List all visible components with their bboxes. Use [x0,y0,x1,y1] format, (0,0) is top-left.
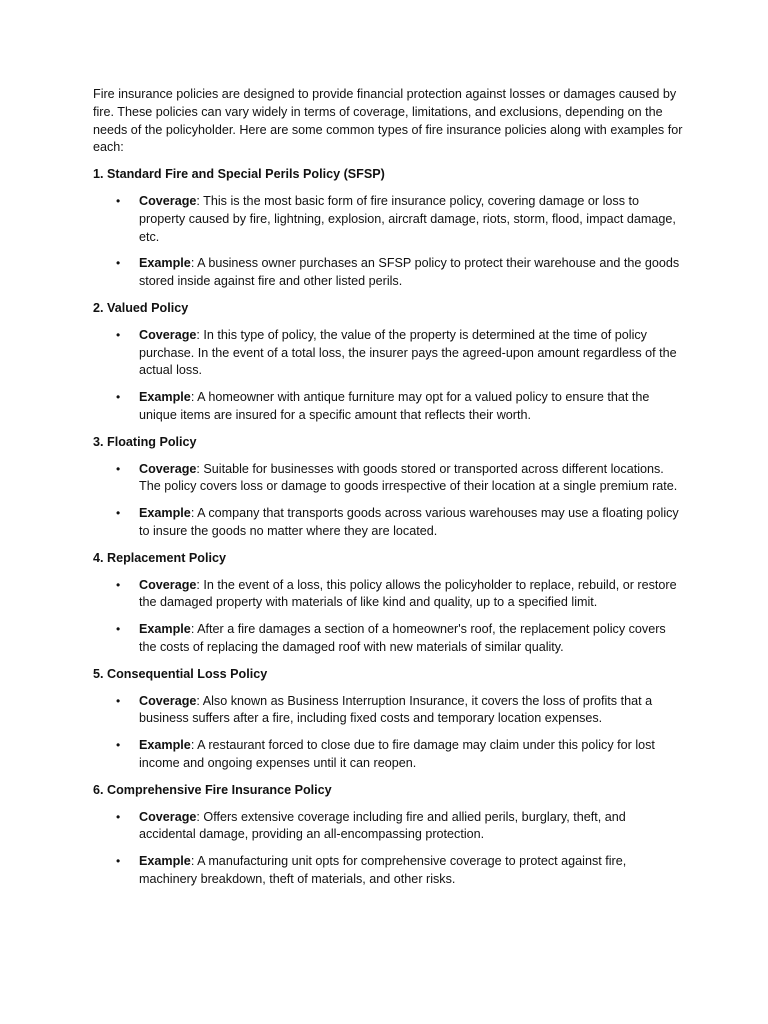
coverage-label: Coverage [139,461,197,476]
example-text: : A business owner purchases an SFSP policy to protect their warehouse and the goods stored inside against fire and other listed perils. [139,256,680,289]
coverage-item [93,327,683,380]
coverage-text: : Suitable for businesses with goods stored or transported across different locations. The policy covers loss or damage to goods irrespective of their location at a single premium rate. [139,461,678,494]
example-text: : A manufacturing unit opts for comprehensive coverage to protect against fire, machinery breakdown, theft of materials, and other risks. [139,854,627,886]
bullet-icon: • [116,256,121,271]
bullet-icon: • [116,193,121,208]
coverage-item [93,577,683,613]
example-text: : A company that transports goods across various warehouses may use a floating policy to insure the goods no matter where they are located. [139,506,679,538]
example-label: Example [139,506,191,521]
bullet-list [93,461,683,541]
section-heading: 4. Replacement Policy [93,550,226,565]
bullet-icon: • [116,809,121,824]
bullet-list [93,193,683,291]
example-item [93,505,683,541]
section-heading: 3. Floating Policy [93,434,197,449]
section-heading: 1. Standard Fire and Special Perils Policy (SFSP) [93,167,385,182]
example-label: Example [139,738,191,753]
coverage-label: Coverage [139,809,197,824]
example-text: : After a fire damages a section of a homeowner's roof, the replacement policy covers the costs of replacing the damaged roof with new materials of similar quality. [139,622,666,654]
intro-paragraph: Fire insurance policies are designed to provide financial protection against losses or damages caused by fire. These policies can vary widely in terms of coverage, limitations, and exclusions, depending on the needs of the policyholder. Here are some common types of fire insurance policies along with examples for each: [93,87,683,155]
bullet-icon: • [116,577,121,592]
document-page [93,86,683,898]
coverage-label: Coverage [139,327,197,342]
bullet-icon: • [116,854,121,869]
coverage-text: : Also known as Business Interruption Insurance, it covers the loss of profits that a business suffers after a fire, including fixed costs and temporary location expenses. [139,693,653,726]
bullet-icon: • [116,390,121,405]
bullet-icon: • [116,693,121,708]
bullet-icon: • [116,622,121,637]
bullet-list [93,327,683,425]
bullet-icon: • [116,506,121,521]
section-heading: 6. Comprehensive Fire Insurance Policy [93,782,332,797]
example-text: : A homeowner with antique furniture may opt for a valued policy to ensure that the unique items are insured for a specific amount that reflects their worth. [139,390,650,422]
example-item [93,737,683,773]
coverage-item [93,461,683,497]
coverage-text: : In the event of a loss, this policy allows the policyholder to replace, rebuild, or restore the damaged property with materials of like kind and quality, up to a specified limit. [139,577,677,610]
section-heading: 2. Valued Policy [93,300,189,315]
coverage-text: : In this type of policy, the value of the property is determined at the time of policy purchase. In the event of a total loss, the insurer pays the agreed-upon amount regardless of the actual loss. [139,327,677,378]
bullet-list [93,809,683,889]
example-label: Example [139,256,191,271]
bullet-icon: • [116,327,121,342]
coverage-label: Coverage [139,193,197,208]
example-item [93,621,683,657]
bullet-icon: • [116,738,121,753]
example-text: : A restaurant forced to close due to fire damage may claim under this policy for lost income and ongoing expenses until it can reopen. [139,738,655,770]
example-item [93,255,683,291]
coverage-label: Coverage [139,577,197,592]
example-label: Example [139,622,191,637]
coverage-text: : This is the most basic form of fire insurance policy, covering damage or loss to property caused by fire, lightning, explosion, aircraft damage, riots, storm, flood, impact damage, etc. [139,193,676,244]
bullet-icon: • [116,461,121,476]
coverage-label: Coverage [139,693,197,708]
coverage-item [93,193,683,246]
section-heading: 5. Consequential Loss Policy [93,666,268,681]
bullet-list [93,577,683,657]
example-item [93,389,683,425]
example-label: Example [139,854,191,869]
coverage-text: : Offers extensive coverage including fire and allied perils, burglary, theft, and accidental damage, providing an all-encompassing protection. [139,809,626,842]
coverage-item [93,693,683,729]
bullet-list [93,693,683,773]
example-item [93,853,683,889]
example-label: Example [139,390,191,405]
coverage-item [93,809,683,845]
